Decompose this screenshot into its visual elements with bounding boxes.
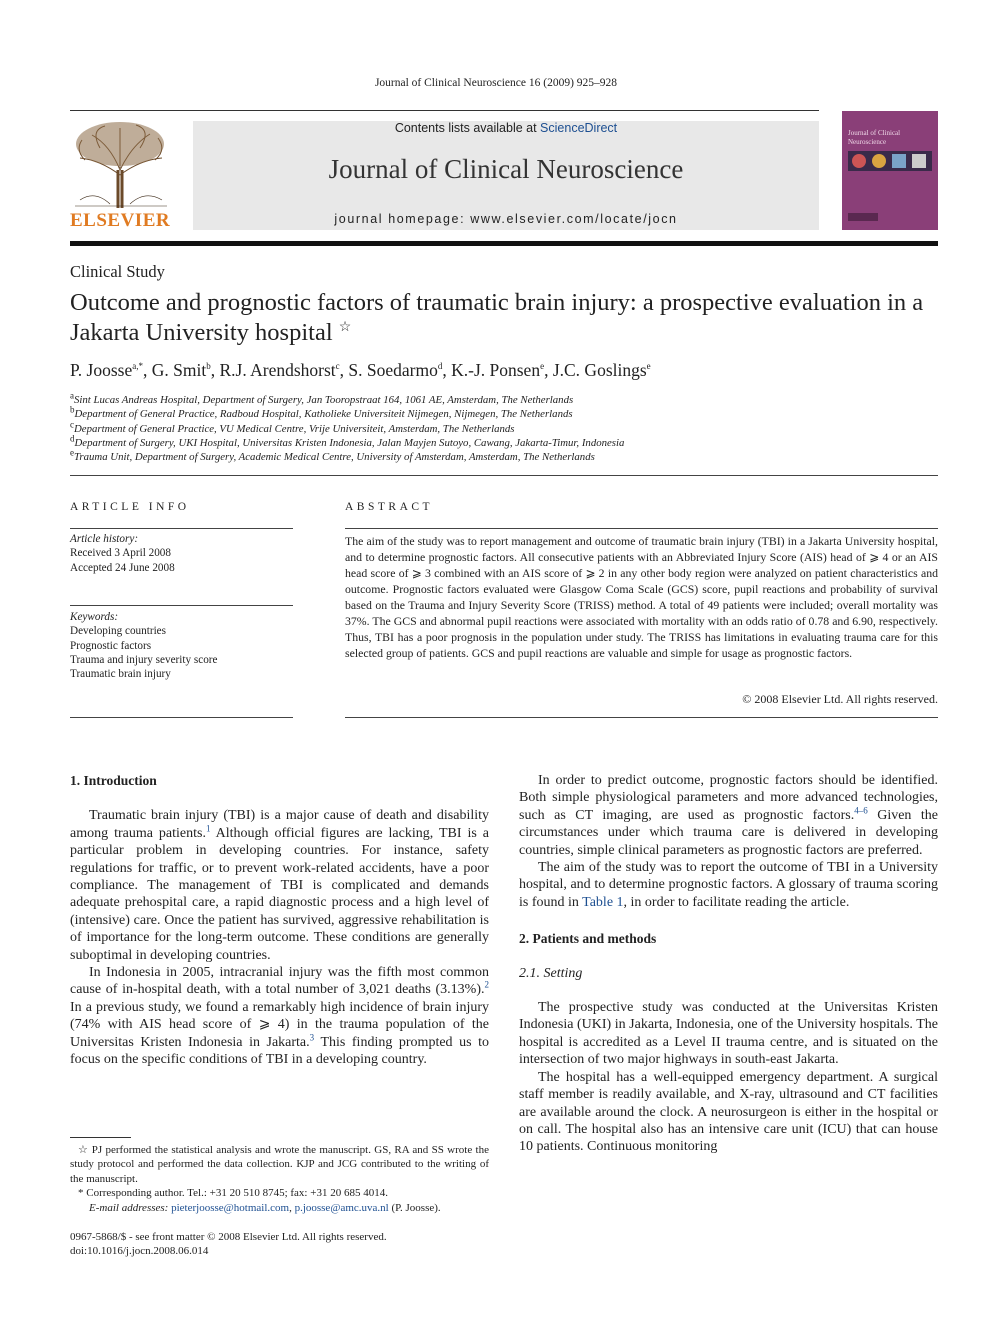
- article-history: [70, 532, 293, 575]
- affiliation: $^e$Trauma Unit, Department of Surgery, Academic Medical Centre, University of Amsterdam, Amsterdam, The Netherlands: [70, 447, 595, 464]
- table-link[interactable]: Table 1: [582, 894, 624, 910]
- keywords-label: Keywords:: [70, 611, 119, 623]
- cover-logo-strip: [848, 213, 878, 221]
- elsevier-wordmark: ELSEVIER: [70, 210, 171, 231]
- journal-cover: [842, 111, 938, 230]
- affiliation: $^d$Department of Surgery, UKI Hospital, Universitas Kristen Indonesia, Jalan Mayjen Sutoyo, Cawang, Jakarta-Timur, Indonesia: [70, 433, 625, 449]
- author-affil-mark[interactable]: d: [437, 361, 443, 372]
- author-affil-mark[interactable]: a,*: [132, 361, 143, 372]
- contents-prefix: Contents lists available at: [394, 121, 541, 135]
- setting-paragraph-2: The hospital has a well-equipped emergency department. A surgical staff member is readily available, and X-ray, ultrasound and CT facilities are available around the clock. A neurosurgeon is either in the hospital or on call. The hospital also has an intensive care unit (ICU) that can house 10 patients. Continuous monitoring: [519, 1069, 938, 1155]
- cover-image-strip: [848, 151, 932, 171]
- elsevier-tree-logo: [70, 120, 172, 210]
- accepted-date: Accepted 24 June 2008: [70, 561, 175, 574]
- intro-paragraph-2: In Indonesia in 2005, intracranial injury was the fifth most common cause of in-hospital death, with a total number of 3,021 deaths (3.13%).$^2$ In a previous study, we found a remarkably high incidence of brain injury (74% with AIS head score of ⩾ 4) in the trauma population of the Universitas Kristen Indonesia in Jakarta.$^3$ This finding prompted us to focus on the specific conditions of TBI in a developing country.: [70, 965, 489, 1068]
- author: K.-J. Ponsen: [451, 360, 541, 380]
- setting-heading: 2.1. Setting: [519, 965, 583, 981]
- abstract-heading: ABSTRACT: [345, 501, 434, 513]
- author-affil-mark[interactable]: b: [206, 361, 211, 372]
- intro-paragraph-3: In order to predict outcome, prognostic factors should be identified. Both simple physiological parameters and more advanced technologies, such as CT imaging, are used as prognostic factors.$^{4-6}$ Given the circumstances under which trauma care is delivered in developing countries, simple clinical parameters as prognostic factors are preferred.: [519, 773, 938, 858]
- author: P. Joosse: [70, 360, 133, 380]
- received-date: Received 3 April 2008: [70, 547, 171, 560]
- email-link[interactable]: p.joosse@amc.uva.nl: [294, 1201, 389, 1214]
- intro-paragraph-4: The aim of the study was to report the outcome of TBI in a University hospital, and to determine prognostic factors. A glossary of trauma scoring is found in Table 1, in order to facilitate reading the article.: [519, 860, 938, 910]
- abstract-bottom-rule: [345, 717, 938, 718]
- history-label: Article history:: [70, 533, 139, 545]
- article-type: Clinical Study: [70, 262, 165, 281]
- affiliation-list: [70, 390, 625, 464]
- affiliation: $^c$Department of General Practice, VU Medical Centre, Vrije Universiteit, Amsterdam, The Netherlands: [70, 419, 515, 435]
- abstract-copyright: © 2008 Elsevier Ltd. All rights reserved.: [742, 692, 938, 706]
- keyword: Developing countries: [70, 625, 167, 638]
- article-title: [70, 288, 940, 348]
- abstract-text: The aim of the study was to report management and outcome of traumatic brain injury (TBI) in a Jakarta University hospital, and to determine prognostic factors. All consecutive patients with an Abbreviated Injury Score (AIS) head of ⩾ 4 or an AIS head score of ⩾ 3 combined with an AIS score of ⩾ 2 in any other body region were analyzed on patient characteristics and outcome. Prognostic factors evaluated were Glasgow Coma Scale (GCS) score, pupil reactions and probability of survival based on the Trauma and Injury Severity Score (TRISS) method. A total of 49 patients were included; overall mortality was 37%. The GCS and abnormal pupil reactions were associated with mortality with an odds ratio of 0.78 and 6.90, respectively. Thus, TBI has a poor prognosis in the population under study. The TRISS has limitations in evaluating trauma care for this selected group of patients. GCS and pupil reactions are valuable and simple for usage as prognostic factors.: [345, 534, 938, 660]
- author-list: P. Joosse$^{a,*}$, G. Smit$^b$, R.J. Arendshorst$^c$, S. Soedarmo$^d$, K.-J. Ponsen$^e$, J.C. Goslings$^e$: [70, 360, 651, 380]
- author-affil-mark[interactable]: e: [646, 361, 651, 372]
- doi-line[interactable]: doi:10.1016/j.jocn.2008.06.014: [70, 1245, 209, 1257]
- keyword: Traumatic brain injury: [70, 668, 171, 681]
- citation-ref[interactable]: 1: [205, 823, 211, 834]
- header-rule: [70, 110, 819, 111]
- article-title-text: Outcome and prognostic factors of traumatic brain injury: a prospective evaluation in a Jakarta University hospital: [70, 289, 924, 346]
- keywords-rule: [70, 605, 293, 606]
- author: R.J. Arendshorst: [219, 360, 336, 380]
- methods-heading: 2. Patients and methods: [519, 931, 657, 947]
- article-info-heading: ARTICLE INFO: [70, 501, 190, 513]
- right-column: [519, 772, 938, 1156]
- corresponding-author-note: * Corresponding author. Tel.: +31 20 510 8745; fax: +31 20 685 4014.: [78, 1187, 388, 1200]
- header-thick-rule: [70, 241, 938, 246]
- citation-ref[interactable]: 2: [484, 979, 489, 990]
- affiliation: $^a$Sint Lucas Andreas Hospital, Department of Surgery, Jan Tooropstraat 164, 1061 AE, Amsterdam, The Netherlands: [70, 390, 574, 406]
- citation-ref[interactable]: 3: [309, 1032, 315, 1043]
- info-bottom-rule: [70, 717, 293, 718]
- footnotes: [70, 1143, 489, 1215]
- keywords-block: [70, 610, 293, 681]
- head-divider: [70, 475, 938, 476]
- sciencedirect-link[interactable]: ScienceDirect: [540, 121, 618, 135]
- title-footnote-mark[interactable]: ☆: [338, 319, 352, 335]
- cover-title: Journal of Clinical Neuroscience: [848, 129, 901, 146]
- title-footnote: ☆ PJ performed the statistical analysis and wrote the manuscript. GS, RA and SS wrote the study protocol and performed the data collection. KJP and JCG contributed to the writing of the manuscript.: [70, 1144, 489, 1185]
- intro-heading: 1. Introduction: [70, 773, 157, 788]
- abstract-rule: [345, 528, 938, 529]
- keyword: Prognostic factors: [70, 639, 152, 652]
- footnote-rule: [70, 1137, 131, 1138]
- journal-title: Journal of Clinical Neuroscience: [328, 154, 684, 184]
- author-affil-mark[interactable]: e: [540, 361, 545, 372]
- citation-ref[interactable]: 4–6: [854, 805, 868, 816]
- info-rule: [70, 528, 293, 529]
- keyword: Trauma and injury severity score: [70, 653, 218, 666]
- journal-citation: Journal of Clinical Neuroscience 16 (2009) 925–928: [374, 77, 618, 89]
- affiliation: $^b$Department of General Practice, Radboud Hospital, Katholieke Universiteit Nijmegen, Nijmegen, The Netherlands: [70, 404, 573, 421]
- email-link[interactable]: pieterjoosse@hotmail.com: [171, 1201, 290, 1214]
- author: S. Soedarmo: [348, 360, 438, 380]
- left-column: [70, 772, 489, 1069]
- contents-availability: [193, 121, 819, 135]
- author: G. Smit: [151, 360, 207, 380]
- author: J.C. Goslings: [552, 360, 647, 380]
- email-note: E-mail addresses: pieterjoosse@hotmail.com, p.joosse@amc.uva.nl (P. Joosse).: [89, 1201, 441, 1214]
- issn-line: 0967-5868/$ - see front matter © 2008 Elsevier Ltd. All rights reserved.: [70, 1231, 387, 1243]
- setting-paragraph-1: The prospective study was conducted at the Universitas Kristen Indonesia (UKI) in Jakarta, Indonesia, one of the University hospitals. The hospital is accredited as a Level II trauma centre, and is situated on the intersection of two major highways in south-east Jakarta.: [519, 1000, 938, 1068]
- author-affil-mark[interactable]: c: [335, 361, 340, 372]
- journal-homepage[interactable]: journal homepage: www.elsevier.com/locate/jocn: [334, 212, 678, 226]
- intro-paragraph-1: Traumatic brain injury (TBI) is a major cause of death and disability among trauma patients.$^1$ Although official figures are lacking, TBI is a particular problem in developing countries. For instance, safety regulations for traffic, or to prevent work-related accidents, have a poor compliance. The management of TBI is complicated and demands adequate prehospital care, a rapid diagnostic process and a high level of (intensive) care. Once the patient has survived, aggressive rehabilitation is of importance for the long-term outcome. These conditions are generally suboptimal in developing countries.: [70, 808, 489, 963]
